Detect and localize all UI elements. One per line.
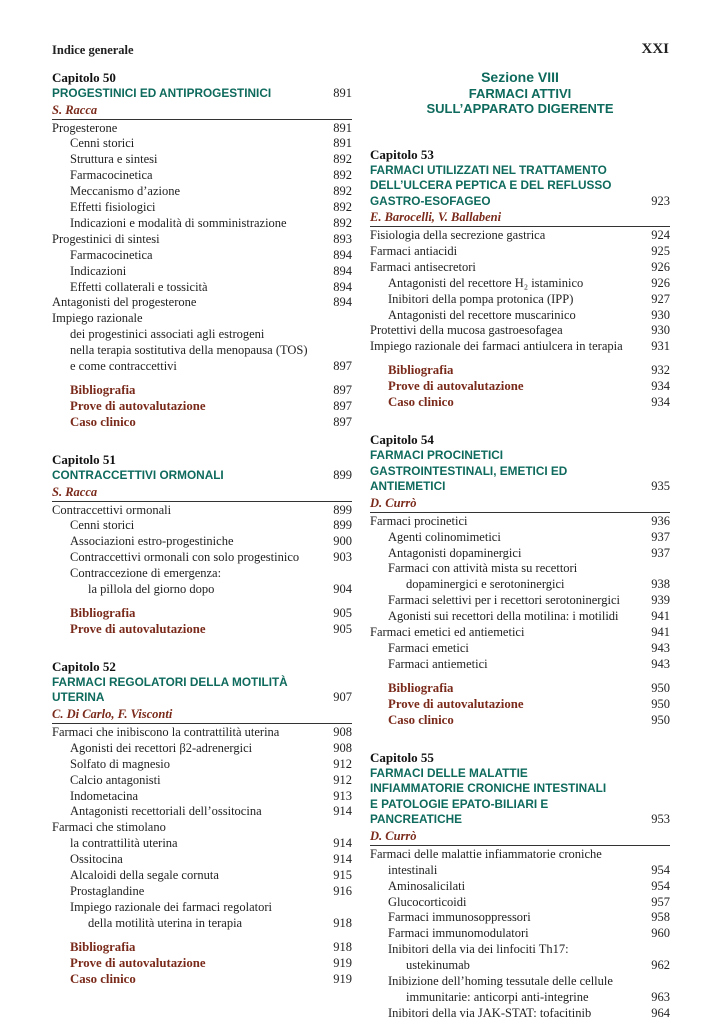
toc-entry-text: della motilità uterina in terapia <box>88 915 243 930</box>
chapter-authors: C. Di Carlo, F. Visconti <box>52 706 173 721</box>
back-matter-text: Prove di autovalutazione <box>388 379 524 394</box>
toc-entry[interactable] <box>52 232 352 248</box>
toc-entry-page: 899 <box>333 502 352 517</box>
toc-entry[interactable] <box>370 514 670 530</box>
toc-entry[interactable] <box>52 836 352 852</box>
back-matter-entry[interactable] <box>52 398 352 414</box>
toc-entry[interactable] <box>370 276 670 292</box>
toc-entry-text: Ossitocina <box>70 852 123 867</box>
toc-entry-page: 938 <box>651 577 670 592</box>
toc-entry-text: Struttura e sintesi <box>70 152 158 167</box>
toc-entry[interactable] <box>370 895 670 911</box>
toc-entry[interactable] <box>370 641 670 657</box>
toc-entry[interactable] <box>370 625 670 641</box>
chapter-title-text: INFIAMMATORIE CRONICHE INTESTINALI <box>370 781 607 796</box>
toc-entry-text: Contraccettivi ormonali con solo progestinico <box>70 550 300 565</box>
toc-entry[interactable] <box>370 958 670 974</box>
chapter-title-line[interactable] <box>370 766 670 782</box>
toc-entry-page: 937 <box>651 529 670 544</box>
toc-entry[interactable] <box>52 327 352 343</box>
toc-entry[interactable] <box>370 561 670 577</box>
toc-entry-page: 912 <box>333 756 352 771</box>
section-title-line: SULL’APPARATO DIGERENTE <box>426 101 614 116</box>
right-column-chapters <box>370 147 670 1022</box>
toc-entry[interactable] <box>52 295 352 311</box>
toc-entry-text: Solfato di magnesio <box>70 756 170 771</box>
toc-entry-text: nella terapia sostitutiva della menopausa (TOS) <box>70 343 308 358</box>
toc-entry-text: intestinali <box>388 862 438 877</box>
toc-entry-text: la pillola del giorno dopo <box>88 582 215 597</box>
toc-entry[interactable] <box>52 868 352 884</box>
back-matter-page: 905 <box>333 621 352 636</box>
toc-entry-text: e come contraccettivi <box>70 359 177 374</box>
toc-entry-text: Farmaci che inibiscono la contrattilità uterina <box>52 724 280 739</box>
toc-entry[interactable] <box>52 773 352 789</box>
toc-entry-text: ustekinumab <box>406 958 470 973</box>
chapter-title-line[interactable] <box>370 479 670 495</box>
chapter-gap <box>370 410 670 432</box>
back-matter-page: 919 <box>333 971 352 986</box>
chapter-block <box>370 750 670 1022</box>
chapter-title-line[interactable] <box>52 468 352 484</box>
toc-entry-text: Inibitori della via JAK-STAT: tofacitinib <box>388 1005 592 1020</box>
toc-entry[interactable] <box>52 518 352 534</box>
chapter-title-text: PROGESTINICI ED ANTIPROGESTINICI <box>52 86 272 100</box>
back-matter-text: Prove di autovalutazione <box>70 955 206 970</box>
toc-entry-page: 926 <box>651 275 670 290</box>
chapter-title-text: CONTRACCETTIVI ORMONALI <box>52 468 224 482</box>
chapter-title-line[interactable] <box>370 448 670 464</box>
back-matter-text: Bibliografia <box>70 383 136 397</box>
back-matter-text: Prove di autovalutazione <box>70 399 206 413</box>
chapter-authors: D. Currò <box>370 495 417 510</box>
left-column <box>52 70 352 987</box>
chapter-title-line[interactable] <box>370 178 670 194</box>
chapter-title-text: FARMACI DELLE MALATTIE <box>370 765 528 780</box>
toc-entry-page: 925 <box>651 243 670 258</box>
toc-entry-text: Agonisti dei recettori β2-adrenergici <box>70 740 253 755</box>
back-matter-entry[interactable] <box>52 382 352 398</box>
chapter-rule <box>370 226 670 227</box>
chapter-title-text: GASTROINTESTINALI, EMETICI ED <box>370 463 568 478</box>
toc-entry-text: Effetti fisiologici <box>70 200 156 215</box>
toc-entry-text: Impiego razionale dei farmaci regolatori <box>70 899 272 914</box>
toc-entry-page: 908 <box>333 740 352 755</box>
toc-entry-text: Antagonisti dopaminergici <box>388 545 522 560</box>
toc-entry-page: 892 <box>333 200 352 215</box>
toc-entry-text: Calcio antagonisti <box>70 772 161 787</box>
chapter-title-line[interactable] <box>52 690 352 706</box>
back-matter-entry[interactable] <box>370 394 670 410</box>
toc-entry[interactable] <box>370 926 670 942</box>
chapter-gap <box>370 728 670 750</box>
toc-entry-page: 943 <box>651 641 670 655</box>
toc-entry-text: Associazioni estro-progestiniche <box>70 534 234 549</box>
chapter-page-number: 891 <box>333 86 352 100</box>
chapter-title-text: ANTIEMETICI <box>370 479 446 494</box>
toc-entry[interactable] <box>370 530 670 546</box>
toc-entry[interactable] <box>370 323 670 339</box>
toc-entry-page: 943 <box>651 656 670 671</box>
toc-entry-text: Impiego razionale dei farmaci antiulcera in terapia <box>370 339 623 354</box>
toc-entry-text: Farmacocinetica <box>70 168 153 183</box>
toc-entry-page: 894 <box>333 295 352 310</box>
chapter-gap <box>52 637 352 659</box>
chapter-title-line[interactable] <box>370 797 670 813</box>
toc-entry-text: Glucocorticoidi <box>388 894 467 909</box>
toc-entry[interactable] <box>370 879 670 895</box>
toc-entry-page: 913 <box>333 788 352 803</box>
chapter-block <box>52 659 352 987</box>
back-matter-entry[interactable] <box>370 378 670 394</box>
back-matter-page: 934 <box>651 379 670 394</box>
chapter-number: Capitolo 53 <box>370 146 434 162</box>
chapter-title-line[interactable] <box>370 163 670 179</box>
back-matter-page: 919 <box>333 955 352 970</box>
toc-entry-text: Aminosalicilati <box>388 878 466 893</box>
chapter-title-line[interactable] <box>52 675 352 691</box>
toc-entry-page: 914 <box>333 836 352 851</box>
toc-entry[interactable] <box>52 804 352 820</box>
toc-entry[interactable] <box>52 503 352 519</box>
toc-entry[interactable] <box>52 550 352 566</box>
section-label: Sezione VIII <box>481 69 559 85</box>
toc-entry-page: 931 <box>651 339 670 354</box>
toc-entry[interactable] <box>52 789 352 805</box>
toc-entry[interactable] <box>52 280 352 296</box>
toc-entry[interactable] <box>52 582 352 598</box>
chapter-title-line[interactable] <box>370 464 670 480</box>
chapter-block <box>52 70 352 430</box>
toc-entry[interactable] <box>52 216 352 232</box>
chapter-title-text: FARMACI REGOLATORI DELLA MOTILITÀ <box>52 674 288 689</box>
toc-entry-text: Farmaci emetici ed antiemetici <box>370 625 525 640</box>
right-column <box>370 70 670 1022</box>
chapter-number: Capitolo 52 <box>52 658 116 674</box>
chapter-page-number: 899 <box>333 468 352 482</box>
back-matter-page: 905 <box>333 605 352 620</box>
back-matter-entry[interactable] <box>370 712 670 728</box>
toc-entry[interactable] <box>52 566 352 582</box>
back-matter-text: Prove di autovalutazione <box>388 696 524 711</box>
toc-entry-page: 899 <box>333 518 352 533</box>
back-matter-text: Caso clinico <box>388 395 454 410</box>
toc-entry-text: la contrattilità uterina <box>70 836 178 851</box>
toc-entry[interactable] <box>52 757 352 773</box>
toc-entry-page: 930 <box>651 323 670 338</box>
back-matter-text: Prove di autovalutazione <box>70 621 206 636</box>
chapter-block <box>52 452 352 637</box>
toc-entry[interactable] <box>370 228 670 244</box>
back-matter-text: Caso clinico <box>70 971 136 986</box>
toc-entry[interactable] <box>52 121 352 137</box>
toc-entry-text: Protettivi della mucosa gastroesofagea <box>370 323 563 338</box>
back-matter-entry[interactable] <box>52 971 352 987</box>
toc-entry[interactable] <box>370 974 670 990</box>
chapter-rule <box>52 119 352 120</box>
chapter-rule <box>52 501 352 502</box>
chapter-authors: E. Barocelli, V. Ballabeni <box>370 210 502 224</box>
toc-entry[interactable] <box>52 264 352 280</box>
section-title-line: FARMACI ATTIVI <box>468 85 572 101</box>
toc-entry-text: Agenti colinomimetici <box>388 529 501 544</box>
back-matter-page: 932 <box>651 363 670 378</box>
toc-entry-text: Indometacina <box>70 788 139 803</box>
toc-entry-page: 916 <box>333 884 352 898</box>
toc-entry-page: 954 <box>651 878 670 893</box>
toc-entry-page: 941 <box>651 609 670 624</box>
toc-entry-text: Antagonisti recettoriali dell’ossitocina <box>70 804 262 819</box>
back-matter-page: 897 <box>333 383 352 397</box>
toc-entry[interactable] <box>370 942 670 958</box>
chapter-page-number: 953 <box>651 812 670 827</box>
back-matter-text: Bibliografia <box>388 363 454 378</box>
toc-entry-text: Antagonisti del recettore H₂ istaminico <box>388 275 584 290</box>
chapter-gap <box>52 430 352 452</box>
toc-entry[interactable] <box>370 260 670 276</box>
toc-entry-page: 960 <box>651 926 670 941</box>
toc-entry-page: 937 <box>651 545 670 560</box>
toc-entry-text: Farmacocinetica <box>70 247 153 262</box>
toc-entry[interactable] <box>370 339 670 355</box>
toc-entry[interactable] <box>52 168 352 184</box>
toc-entry[interactable] <box>370 657 670 673</box>
chapter-title-text: FARMACI UTILIZZATI NEL TRATTAMENTO <box>370 162 607 177</box>
toc-entry[interactable] <box>370 609 670 625</box>
back-matter-text: Bibliografia <box>388 680 454 695</box>
page-header <box>52 41 669 59</box>
toc-entry[interactable] <box>370 593 670 609</box>
toc-entry-text: Farmaci che stimolano <box>52 820 166 835</box>
toc-entry-text: Farmaci procinetici <box>370 513 468 528</box>
chapter-number: Capitolo 51 <box>52 452 116 467</box>
toc-entry[interactable] <box>52 343 352 359</box>
toc-entry-page: 891 <box>333 136 352 151</box>
toc-entry-page: 894 <box>333 247 352 262</box>
chapter-number: Capitolo 50 <box>52 70 116 85</box>
toc-entry-page: 957 <box>651 894 670 909</box>
toc-entry-text: Farmaci con attività mista su recettori <box>388 561 578 576</box>
toc-entry-text: Farmaci antisecretori <box>370 259 476 274</box>
toc-entry-text: immunitarie: anticorpi anti-integrine <box>406 989 589 1004</box>
toc-entry-text: Farmaci antiacidi <box>370 243 458 258</box>
toc-entry-page: 903 <box>333 550 352 565</box>
toc-entry[interactable] <box>52 852 352 868</box>
toc-entry-page: 915 <box>333 868 352 883</box>
toc-entry-text: Prostaglandine <box>70 884 145 898</box>
back-matter-entry[interactable] <box>370 362 670 378</box>
toc-entry-page: 926 <box>651 259 670 274</box>
chapter-title-text: DELL’ULCERA PEPTICA E DEL REFLUSSO <box>370 178 612 192</box>
toc-entry-text: Agonisti sui recettori della motilina: i motilidi <box>388 609 619 624</box>
toc-entry[interactable] <box>52 136 352 152</box>
toc-entry[interactable] <box>52 820 352 836</box>
chapter-title-line[interactable] <box>370 194 670 210</box>
toc-entry-text: Impiego razionale <box>52 311 143 326</box>
back-matter-entry[interactable] <box>52 621 352 637</box>
toc-entry-page: 939 <box>651 593 670 608</box>
toc-entry[interactable] <box>52 534 352 550</box>
toc-entry[interactable] <box>370 910 670 926</box>
chapter-title-text: E PATOLOGIE EPATO-BILIARI E <box>370 796 549 811</box>
toc-entry-text: Indicazioni <box>70 263 127 278</box>
chapter-block <box>370 432 670 728</box>
page-number: XXI <box>641 41 669 57</box>
toc-entry-text: Antagonisti del progesterone <box>52 295 197 310</box>
toc-entry[interactable] <box>52 359 352 375</box>
back-matter-page: 950 <box>651 680 670 695</box>
toc-entry[interactable] <box>370 990 670 1006</box>
chapter-number: Capitolo 55 <box>370 749 434 765</box>
toc-entry-text: Farmaci selettivi per i recettori serotoninergici <box>388 593 620 608</box>
toc-entry-text: Inibitori della pompa protonica (IPP) <box>388 291 574 306</box>
toc-entry[interactable] <box>52 248 352 264</box>
toc-entry-text: Antagonisti del recettore muscarinico <box>388 307 576 322</box>
toc-entry-page: 924 <box>651 228 670 242</box>
toc-entry-page: 897 <box>333 359 352 374</box>
toc-entry-page: 918 <box>333 915 352 930</box>
toc-entry[interactable] <box>370 863 670 879</box>
chapter-title-text: GASTRO-ESOFAGEO <box>370 193 491 208</box>
toc-entry-text: Farmaci immunomodulatori <box>388 926 529 941</box>
toc-entry-page: 914 <box>333 804 352 819</box>
toc-entry[interactable] <box>370 546 670 562</box>
toc-entry[interactable] <box>52 152 352 168</box>
toc-entry-page: 892 <box>333 152 352 167</box>
chapter-rule <box>52 723 352 724</box>
toc-entry-text: Farmaci immunosoppressori <box>388 910 531 925</box>
chapter-title-text: PANCREATICHE <box>370 812 462 827</box>
toc-entry-page: 891 <box>333 120 352 135</box>
toc-entry-page: 912 <box>333 772 352 787</box>
toc-entry-page: 892 <box>333 184 352 199</box>
back-matter-entry[interactable] <box>370 696 670 712</box>
back-matter-page: 950 <box>651 696 670 711</box>
back-matter-page: 897 <box>333 399 352 413</box>
back-matter-entry[interactable] <box>52 605 352 621</box>
toc-entry-page: 954 <box>651 862 670 877</box>
back-matter-text: Bibliografia <box>70 605 136 620</box>
toc-entry[interactable] <box>52 884 352 900</box>
toc-entry-page: 936 <box>651 513 670 528</box>
toc-entry[interactable] <box>370 1006 670 1022</box>
chapter-block <box>370 147 670 411</box>
chapter-number: Capitolo 54 <box>370 432 434 448</box>
chapter-authors: D. Currò <box>370 828 417 843</box>
toc-entry[interactable] <box>52 900 352 916</box>
toc-entry-page: 930 <box>651 307 670 322</box>
back-matter-text: Bibliografia <box>70 939 136 954</box>
back-matter-page: 934 <box>651 395 670 410</box>
chapter-title-text: FARMACI PROCINETICI <box>370 448 504 463</box>
chapter-title-line[interactable] <box>370 812 670 828</box>
chapter-page-number: 935 <box>651 479 670 494</box>
back-matter-text: Caso clinico <box>70 415 136 429</box>
chapter-page-number: 907 <box>333 690 352 705</box>
toc-entry[interactable] <box>370 577 670 593</box>
section-heading <box>370 70 670 117</box>
toc-entry-text: dei progestinici associati agli estrogeni <box>70 327 265 342</box>
toc-entry-text: Alcaloidi della segale cornuta <box>70 868 219 883</box>
toc-entry-page: 908 <box>333 724 352 739</box>
toc-entry[interactable] <box>370 308 670 324</box>
toc-entry-text: Cenni storici <box>70 136 135 151</box>
back-matter-page: 918 <box>333 939 352 954</box>
toc-entry[interactable] <box>52 916 352 932</box>
toc-entry-page: 927 <box>651 291 670 306</box>
toc-entry-text: Effetti collaterali e tossicità <box>70 279 208 294</box>
chapter-page-number: 923 <box>651 193 670 208</box>
toc-entry-page: 892 <box>333 215 352 230</box>
back-matter-entry[interactable] <box>52 955 352 971</box>
toc-entry-page: 904 <box>333 582 352 597</box>
chapter-title-text: UTERINA <box>52 690 105 705</box>
toc-entry-page: 964 <box>651 1005 670 1020</box>
toc-entry-text: Farmaci antiemetici <box>388 656 488 671</box>
toc-entry[interactable] <box>370 847 670 863</box>
toc-entry-text: Farmaci emetici <box>388 641 469 655</box>
toc-entry-text: Progestinici di sintesi <box>52 231 160 246</box>
toc-entry-text: Farmaci delle malattie infiammatorie croniche <box>370 846 602 861</box>
back-matter-entry[interactable] <box>52 414 352 430</box>
toc-entry-page: 963 <box>651 989 670 1004</box>
toc-entry-page: 900 <box>333 534 352 549</box>
toc-entry-text: dopaminergici e serotoninergici <box>406 577 565 592</box>
chapter-rule <box>370 512 670 513</box>
chapter-authors: S. Racca <box>52 102 98 117</box>
toc-entry-text: Progesterone <box>52 120 118 135</box>
toc-entry-page: 893 <box>333 231 352 246</box>
back-matter-page: 897 <box>333 415 352 429</box>
toc-entry-text: Contraccezione di emergenza: <box>70 566 222 581</box>
toc-entry-text: Inibitori della via dei linfociti Th17: <box>388 942 569 957</box>
toc-entry-page: 894 <box>333 263 352 278</box>
toc-entry[interactable] <box>52 184 352 200</box>
toc-entry-text: Meccanismo d’azione <box>70 184 181 199</box>
chapter-authors: S. Racca <box>52 484 98 499</box>
toc-entry-page: 941 <box>651 625 670 640</box>
toc-entry-text: Inibizione dell’homing tessutale delle cellule <box>388 974 613 989</box>
toc-entry-page: 894 <box>333 279 352 294</box>
back-matter-entry[interactable] <box>52 939 352 955</box>
toc-entry-text: Fisiologia della secrezione gastrica <box>370 228 546 242</box>
toc-entry-page: 892 <box>333 168 352 183</box>
toc-entry[interactable] <box>52 200 352 216</box>
chapter-rule <box>370 845 670 846</box>
toc-entry[interactable] <box>52 725 352 741</box>
toc-entry-page: 962 <box>651 958 670 973</box>
toc-entry[interactable] <box>52 311 352 327</box>
back-matter-entry[interactable] <box>370 680 670 696</box>
toc-entry[interactable] <box>52 741 352 757</box>
running-head: Indice generale <box>52 43 134 57</box>
toc-entry-text: Indicazioni e modalità di somministrazione <box>70 215 287 230</box>
toc-entry[interactable] <box>370 292 670 308</box>
toc-entry[interactable] <box>370 244 670 260</box>
back-matter-page: 950 <box>651 712 670 727</box>
toc-entry-page: 958 <box>651 910 670 925</box>
toc-entry-text: Contraccettivi ormonali <box>52 502 172 517</box>
toc-entry-page: 914 <box>333 852 352 867</box>
chapter-title-line[interactable] <box>370 781 670 797</box>
back-matter-text: Caso clinico <box>388 712 454 727</box>
chapter-title-line[interactable] <box>52 86 352 102</box>
toc-entry-text: Cenni storici <box>70 518 135 533</box>
